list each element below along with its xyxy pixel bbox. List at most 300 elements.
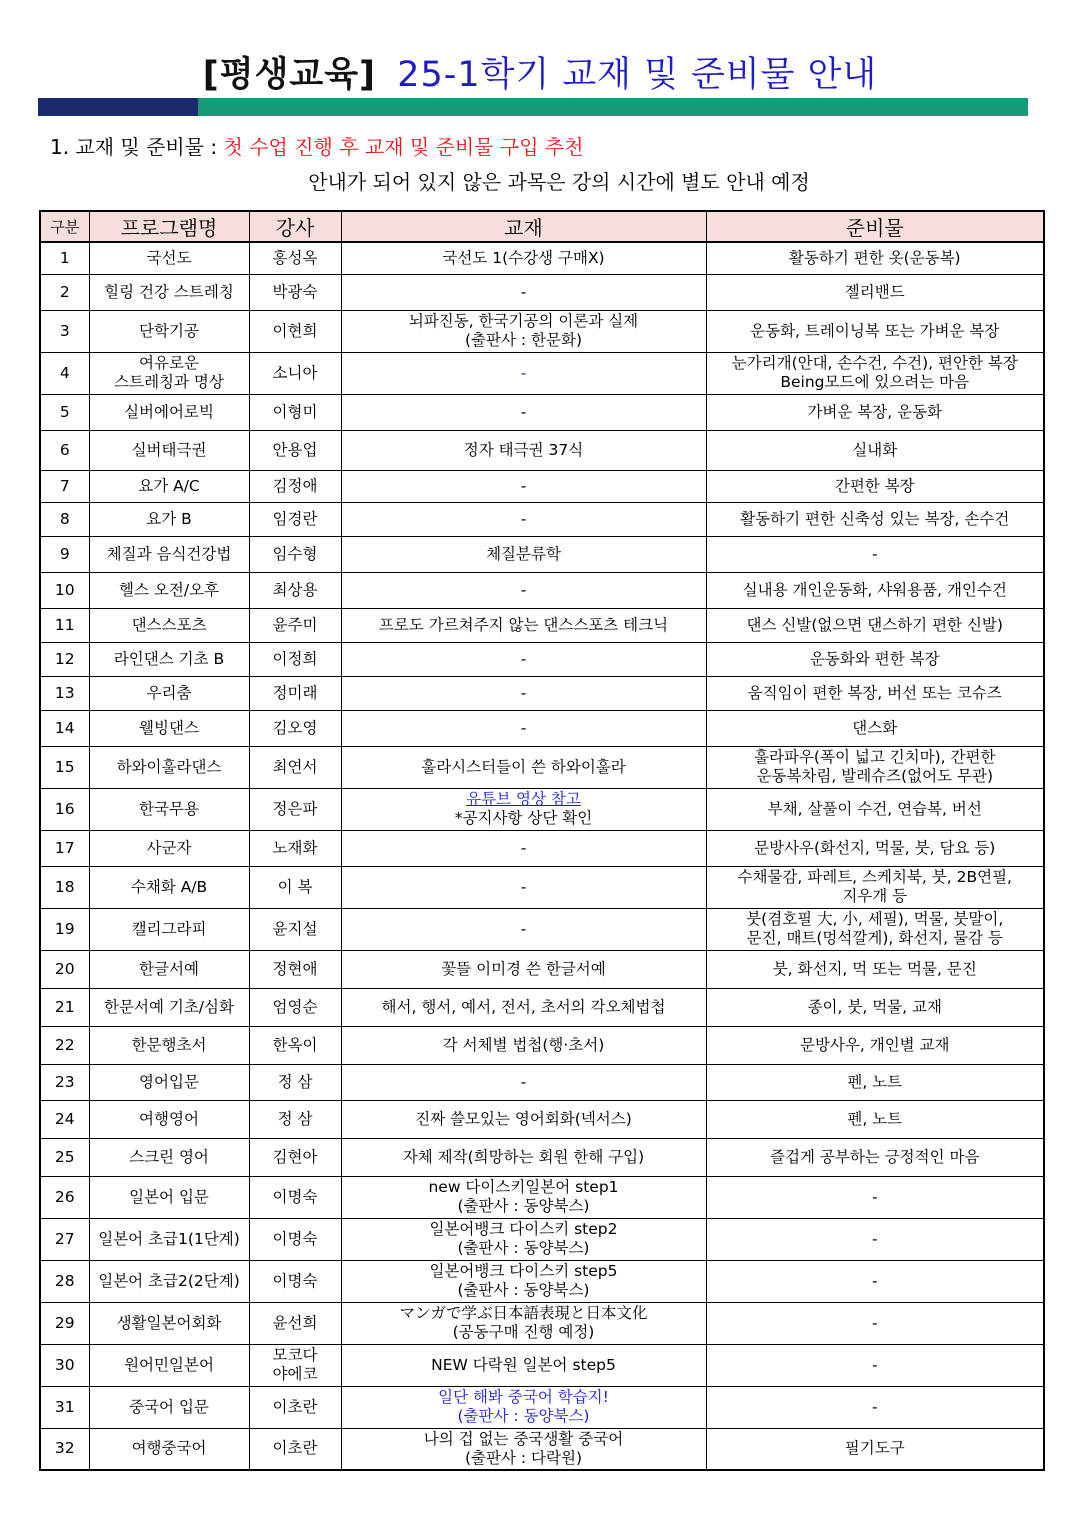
cell-textbook [341, 1026, 706, 1064]
cell-textbook [341, 1176, 706, 1218]
table-row [40, 608, 1044, 642]
cell-textbook [341, 1428, 706, 1470]
cell-supplies [706, 866, 1044, 908]
cell-line: 수채화 A/B [130, 877, 208, 896]
cell-line: 일본어 입문 [129, 1187, 209, 1206]
table-row [40, 1176, 1044, 1218]
cell-line: 국선도 [146, 248, 192, 267]
table-row [40, 710, 1044, 746]
cell-line: 단학기공 [139, 321, 199, 340]
cell-no: 7 [40, 470, 89, 502]
cell-textbook [341, 1064, 706, 1100]
cell-program [89, 608, 249, 642]
cell-instructor [249, 1176, 341, 1218]
cell-line: 일본어뱅크 다이스키 step2 [429, 1220, 618, 1238]
cell-line: 여유로운 [139, 354, 199, 372]
cell-program [89, 1026, 249, 1064]
cell-no: 25 [40, 1138, 89, 1176]
cell-supplies [706, 1302, 1044, 1344]
cell-line: 정자 태극권 37식 [463, 440, 584, 459]
cell-line: *공지사항 상단 확인 [454, 809, 593, 827]
cell-line: 윤선희 [272, 1313, 318, 1332]
cell-supplies [706, 1428, 1044, 1470]
cell-line: 중국어 입문 [129, 1397, 209, 1416]
cell-line: 펜, 노트 [847, 1072, 903, 1091]
cell-line: 윤주미 [272, 615, 318, 634]
cell-supplies [706, 1026, 1044, 1064]
cell-no: 5 [40, 394, 89, 430]
cell-line: 한문서예 기초/심화 [104, 997, 234, 1016]
cell-line: 붓, 화선지, 먹 또는 먹물, 문진 [772, 959, 977, 978]
cell-supplies [706, 710, 1044, 746]
page-title [0, 52, 1080, 98]
cell-line: - [520, 683, 527, 702]
cell-supplies [706, 676, 1044, 710]
cell-line: マンガで学ぶ日本語表現と日本文化 [399, 1304, 648, 1322]
cell-no: 32 [40, 1428, 89, 1470]
cell-line: 하와이훌라댄스 [116, 757, 222, 776]
cell-instructor [249, 642, 341, 676]
table-row [40, 536, 1044, 572]
cell-program [89, 430, 249, 470]
cell-textbook [341, 502, 706, 536]
cell-line: - [520, 402, 527, 421]
cell-line: 붓(겸호필 大, 小, 세필), 먹물, 붓말이, [746, 910, 1004, 928]
table-row [40, 274, 1044, 310]
cell-instructor [249, 1302, 341, 1344]
cell-textbook [341, 1138, 706, 1176]
cell-supplies [706, 1386, 1044, 1428]
cell-textbook [341, 1218, 706, 1260]
cell-line: 일본어뱅크 다이스키 step5 [429, 1262, 618, 1280]
cell-line: 활동하기 편한 신축성 있는 복장, 손수건 [740, 509, 1010, 528]
cell-instructor [249, 1064, 341, 1100]
cell-line: 윤지설 [272, 919, 318, 938]
cell-instructor [249, 950, 341, 988]
cell-program [89, 1176, 249, 1218]
header-program: 프로그램명 [89, 211, 249, 242]
cell-no: 2 [40, 274, 89, 310]
cell-line: 이 복 [277, 877, 313, 896]
cell-textbook [341, 1100, 706, 1138]
cell-line: 간편한 복장 [834, 476, 915, 495]
cell-supplies [706, 908, 1044, 950]
cell-textbook [341, 746, 706, 788]
cell-no: 12 [40, 642, 89, 676]
cell-line: 영어입문 [139, 1072, 199, 1091]
cell-instructor [249, 572, 341, 608]
cell-line: - [520, 919, 527, 938]
cell-line: 이초란 [272, 1439, 318, 1458]
cell-line: NEW 다락원 일본어 step5 [431, 1355, 616, 1374]
cell-line: 정현애 [272, 959, 318, 978]
cell-supplies [706, 1344, 1044, 1386]
cell-no: 1 [40, 242, 89, 274]
cell-program [89, 1064, 249, 1100]
cell-line: 임수형 [272, 544, 318, 563]
cell-line: 이현희 [272, 321, 318, 340]
cell-program [89, 1100, 249, 1138]
cell-program [89, 1138, 249, 1176]
cell-line: 안용업 [272, 440, 318, 459]
cell-no: 27 [40, 1218, 89, 1260]
cell-instructor [249, 470, 341, 502]
cell-supplies [706, 950, 1044, 988]
cell-line: 각 서체별 법첩(행·초서) [442, 1035, 605, 1054]
table-row [40, 1218, 1044, 1260]
cell-no: 9 [40, 536, 89, 572]
cell-line: 체질분류학 [486, 544, 561, 563]
cell-textbook [341, 642, 706, 676]
cell-no: 15 [40, 746, 89, 788]
cell-no: 21 [40, 988, 89, 1026]
cell-supplies [706, 1260, 1044, 1302]
cell-program [89, 572, 249, 608]
cell-instructor [249, 394, 341, 430]
cell-instructor [249, 988, 341, 1026]
cell-textbook [341, 274, 706, 310]
cell-line: - [871, 1187, 878, 1206]
cell-program [89, 642, 249, 676]
cell-program [89, 1218, 249, 1260]
cell-supplies [706, 1064, 1044, 1100]
cell-line: - [871, 1397, 878, 1416]
cell-program [89, 788, 249, 830]
cell-program [89, 1386, 249, 1428]
table-row [40, 502, 1044, 536]
cell-textbook [341, 908, 706, 950]
cell-program [89, 1260, 249, 1302]
table-row [40, 830, 1044, 866]
cell-program [89, 988, 249, 1026]
cell-line: 눈가리개(안대, 손수건, 수건), 편안한 복장 [731, 354, 1018, 372]
table-row [40, 676, 1044, 710]
cell-line: 이명숙 [272, 1229, 318, 1248]
cell-line: 정 삼 [277, 1072, 313, 1091]
cell-textbook [341, 676, 706, 710]
table-row [40, 908, 1044, 950]
cell-line: 필기도구 [844, 1439, 905, 1458]
table-row [40, 394, 1044, 430]
cell-supplies [706, 1138, 1044, 1176]
cell-line: 소니아 [272, 363, 318, 382]
cell-instructor [249, 242, 341, 274]
cell-line: - [520, 476, 527, 495]
cell-textbook [341, 866, 706, 908]
cell-instructor [249, 866, 341, 908]
cell-line: 부채, 살풀이 수건, 연습복, 버선 [767, 799, 982, 818]
cell-supplies [706, 536, 1044, 572]
title-prefix: [평생교육] [202, 55, 376, 95]
cell-line: 스트레칭과 명상 [114, 373, 224, 391]
table-row [40, 746, 1044, 788]
cell-supplies [706, 1176, 1044, 1218]
cell-line: 운동화와 편한 복장 [809, 649, 940, 668]
cell-supplies [706, 608, 1044, 642]
table-row [40, 950, 1044, 988]
table-row [40, 988, 1044, 1026]
cell-program [89, 1302, 249, 1344]
cell-textbook [341, 394, 706, 430]
cell-line: 뇌파진동, 한국기공의 이론과 실제 [408, 312, 639, 330]
cell-line: 자체 제작(희망하는 회원 한해 구입) [402, 1147, 645, 1166]
cell-line: 해서, 행서, 예서, 전서, 초서의 각오체법첩 [381, 997, 666, 1016]
table-header-row [40, 211, 1044, 242]
table-row [40, 430, 1044, 470]
table-row [40, 1064, 1044, 1100]
cell-program [89, 866, 249, 908]
cell-line: - [520, 649, 527, 668]
cell-instructor [249, 1344, 341, 1386]
cell-program [89, 676, 249, 710]
cell-textbook [341, 1386, 706, 1428]
cell-supplies [706, 352, 1044, 394]
cell-supplies [706, 1100, 1044, 1138]
cell-line: 요가 B [146, 509, 192, 528]
cell-line: 생활일본어회화 [116, 1313, 222, 1332]
cell-line: new 다이스키일본어 step1 [428, 1178, 619, 1196]
table-body [40, 242, 1044, 1470]
cell-program [89, 1428, 249, 1470]
cell-line: 지우개 등 [842, 887, 908, 905]
cell-instructor [249, 502, 341, 536]
cell-instructor [249, 1386, 341, 1428]
cell-textbook [341, 1260, 706, 1302]
cell-textbook [341, 242, 706, 274]
cell-line: 꽃뜰 이미경 쓴 한글서예 [441, 959, 606, 978]
cell-line: 힐링 건강 스트레칭 [104, 282, 234, 301]
cell-program [89, 274, 249, 310]
cell-textbook [341, 710, 706, 746]
cell-line: 이초란 [272, 1397, 318, 1416]
cell-line: 체질과 음식건강법 [106, 544, 232, 563]
cell-supplies [706, 310, 1044, 352]
cell-line: 실버에어로빅 [124, 402, 214, 421]
notice-label: 1. 교재 및 준비물 : [50, 135, 224, 159]
cell-line: 한글서예 [139, 959, 199, 978]
cell-line: 정은파 [272, 799, 318, 818]
cell-supplies [706, 394, 1044, 430]
notice-line-1 [50, 133, 584, 161]
cell-instructor [249, 908, 341, 950]
cell-line: - [871, 1229, 878, 1248]
cell-no: 26 [40, 1176, 89, 1218]
cell-line: (출판사 : 한문화) [464, 331, 582, 349]
cell-instructor [249, 536, 341, 572]
cell-line: (출판사 : 동양북스) [457, 1281, 590, 1299]
cell-no: 19 [40, 908, 89, 950]
cell-line: 문진, 매트(멍석깔게), 화선지, 물감 등 [746, 929, 1003, 947]
header-textbook: 교재 [341, 211, 706, 242]
cell-line: 운동복차림, 발레슈즈(없어도 무관) [756, 767, 993, 785]
cell-no: 14 [40, 710, 89, 746]
cell-line: 최연서 [272, 757, 318, 776]
cell-no: 11 [40, 608, 89, 642]
cell-instructor [249, 746, 341, 788]
cell-line: 나의 겁 없는 중국생활 중국어 [423, 1429, 624, 1448]
table-row [40, 1138, 1044, 1176]
cell-line: - [871, 1355, 878, 1374]
table-row [40, 470, 1044, 502]
cell-textbook [341, 608, 706, 642]
cell-line: 이형미 [272, 402, 318, 421]
cell-textbook [341, 830, 706, 866]
cell-instructor [249, 274, 341, 310]
table-row [40, 1344, 1044, 1386]
cell-textbook [341, 988, 706, 1026]
table-row [40, 352, 1044, 394]
cell-supplies [706, 502, 1044, 536]
cell-line: 야에코 [272, 1365, 318, 1383]
cell-line: - [520, 282, 527, 301]
cell-line: 훌라시스터들이 쓴 하와이훌라 [421, 757, 626, 776]
cell-line: 실내용 개인운동화, 샤워용품, 개인수건 [742, 580, 1007, 599]
cell-line: 정미래 [272, 683, 318, 702]
cell-instructor [249, 1260, 341, 1302]
cell-supplies [706, 988, 1044, 1026]
table-row [40, 310, 1044, 352]
cell-line: 댄스화 [852, 718, 898, 737]
table-row [40, 572, 1044, 608]
cell-supplies [706, 430, 1044, 470]
cell-textbook [341, 310, 706, 352]
cell-supplies [706, 1218, 1044, 1260]
title-main: 25-1학기 교재 및 준비물 안내 [397, 55, 878, 95]
cell-line: 요가 A/C [138, 476, 200, 495]
cell-line: 모코다 [272, 1346, 318, 1364]
cell-line: 실내화 [852, 440, 898, 459]
cell-line: 박광숙 [272, 282, 318, 301]
cell-line: - [520, 838, 527, 857]
cell-no: 23 [40, 1064, 89, 1100]
cell-line: 일본어 초급1(1단계) [98, 1229, 240, 1248]
cell-line: - [520, 877, 527, 896]
cell-line: 원어민일본어 [124, 1355, 214, 1374]
cell-line: 댄스스포츠 [131, 615, 207, 634]
cell-textbook [341, 470, 706, 502]
cell-program [89, 352, 249, 394]
cell-line: 일본어 초급2(2단계) [98, 1271, 240, 1290]
cell-line: 한국무용 [139, 799, 199, 818]
cell-program [89, 1344, 249, 1386]
cell-line: 일단 해봐 중국어 학습지! [438, 1388, 609, 1406]
cell-no: 6 [40, 430, 89, 470]
cell-no: 8 [40, 502, 89, 536]
cell-line: 펜, 노트 [847, 1109, 903, 1128]
cell-instructor [249, 830, 341, 866]
cell-instructor [249, 1138, 341, 1176]
notice-line-2: 안내가 되어 있지 않은 과목은 강의 시간에 별도 안내 예정 [308, 170, 810, 194]
materials-table [39, 210, 1045, 1471]
cell-line: 댄스 신발(없으면 댄스하기 편한 신발) [746, 615, 1003, 634]
cell-no: 22 [40, 1026, 89, 1064]
cell-line: 훌라파우(폭이 넓고 긴치마), 간편한 [754, 748, 996, 766]
cell-line: 문방사우(화선지, 먹물, 붓, 담요 등) [754, 838, 996, 857]
header-no: 구분 [40, 211, 89, 242]
cell-line: 임경란 [272, 509, 318, 528]
cell-textbook [341, 572, 706, 608]
cell-supplies [706, 830, 1044, 866]
cell-line: - [520, 509, 527, 528]
cell-instructor [249, 788, 341, 830]
cell-textbook [341, 430, 706, 470]
table-row [40, 1026, 1044, 1064]
cell-program [89, 242, 249, 274]
title-bar-green [198, 98, 1028, 116]
cell-line: (출판사 : 동양북스) [457, 1197, 590, 1215]
cell-line: (출판사 : 동양북스) [457, 1239, 590, 1257]
cell-instructor [249, 310, 341, 352]
cell-line: 라인댄스 기초 B [113, 649, 225, 668]
cell-line: 이명숙 [272, 1187, 318, 1206]
cell-line: - [520, 1072, 527, 1091]
cell-line: (공동구매 진행 예정) [452, 1323, 595, 1341]
cell-line: 한옥이 [272, 1035, 318, 1054]
cell-instructor [249, 676, 341, 710]
cell-no: 10 [40, 572, 89, 608]
table-row [40, 242, 1044, 274]
cell-program [89, 908, 249, 950]
cell-line: 실버태극권 [131, 440, 207, 459]
cell-supplies [706, 470, 1044, 502]
cell-no: 4 [40, 352, 89, 394]
cell-line: - [871, 1271, 878, 1290]
notice-highlight: 첫 수업 진행 후 교재 및 준비물 구입 추천 [223, 135, 584, 159]
cell-no: 16 [40, 788, 89, 830]
cell-line: 가벼운 복장, 운동화 [807, 402, 943, 421]
table-row [40, 642, 1044, 676]
cell-line: - [520, 580, 527, 599]
cell-textbook [341, 352, 706, 394]
cell-no: 28 [40, 1260, 89, 1302]
cell-no: 31 [40, 1386, 89, 1428]
cell-textbook [341, 536, 706, 572]
cell-supplies [706, 746, 1044, 788]
cell-supplies [706, 274, 1044, 310]
header-instructor: 강사 [249, 211, 341, 242]
cell-line: 여행영어 [139, 1109, 199, 1128]
table-row [40, 1260, 1044, 1302]
table-row [40, 866, 1044, 908]
cell-line: 진짜 쓸모있는 영어회화(넥서스) [415, 1109, 632, 1128]
cell-supplies [706, 788, 1044, 830]
table-row [40, 1386, 1044, 1428]
cell-instructor [249, 608, 341, 642]
cell-line: 우리춤 [146, 683, 192, 702]
cell-line: 이명숙 [272, 1271, 318, 1290]
cell-line: 수채물감, 파레트, 스케치북, 붓, 2B연필, [737, 868, 1012, 886]
cell-line: 활동하기 편한 옷(운동복) [788, 248, 961, 267]
table-row [40, 1100, 1044, 1138]
cell-line: 스크린 영어 [129, 1147, 209, 1166]
cell-no: 24 [40, 1100, 89, 1138]
cell-program [89, 394, 249, 430]
cell-line: 김정애 [272, 476, 318, 495]
cell-no: 20 [40, 950, 89, 988]
cell-line: - [520, 363, 527, 382]
cell-program [89, 950, 249, 988]
cell-instructor [249, 1218, 341, 1260]
cell-program [89, 310, 249, 352]
cell-program [89, 502, 249, 536]
youtube-reference-link[interactable]: 유튜브 영상 참고 [466, 790, 581, 808]
cell-instructor [249, 710, 341, 746]
cell-line: 홍성옥 [272, 248, 318, 267]
cell-instructor [249, 430, 341, 470]
cell-line: 노재화 [272, 838, 318, 857]
cell-line: 국선도 1(수강생 구매X) [442, 248, 605, 267]
cell-line: 헬스 오전/오후 [119, 580, 219, 599]
